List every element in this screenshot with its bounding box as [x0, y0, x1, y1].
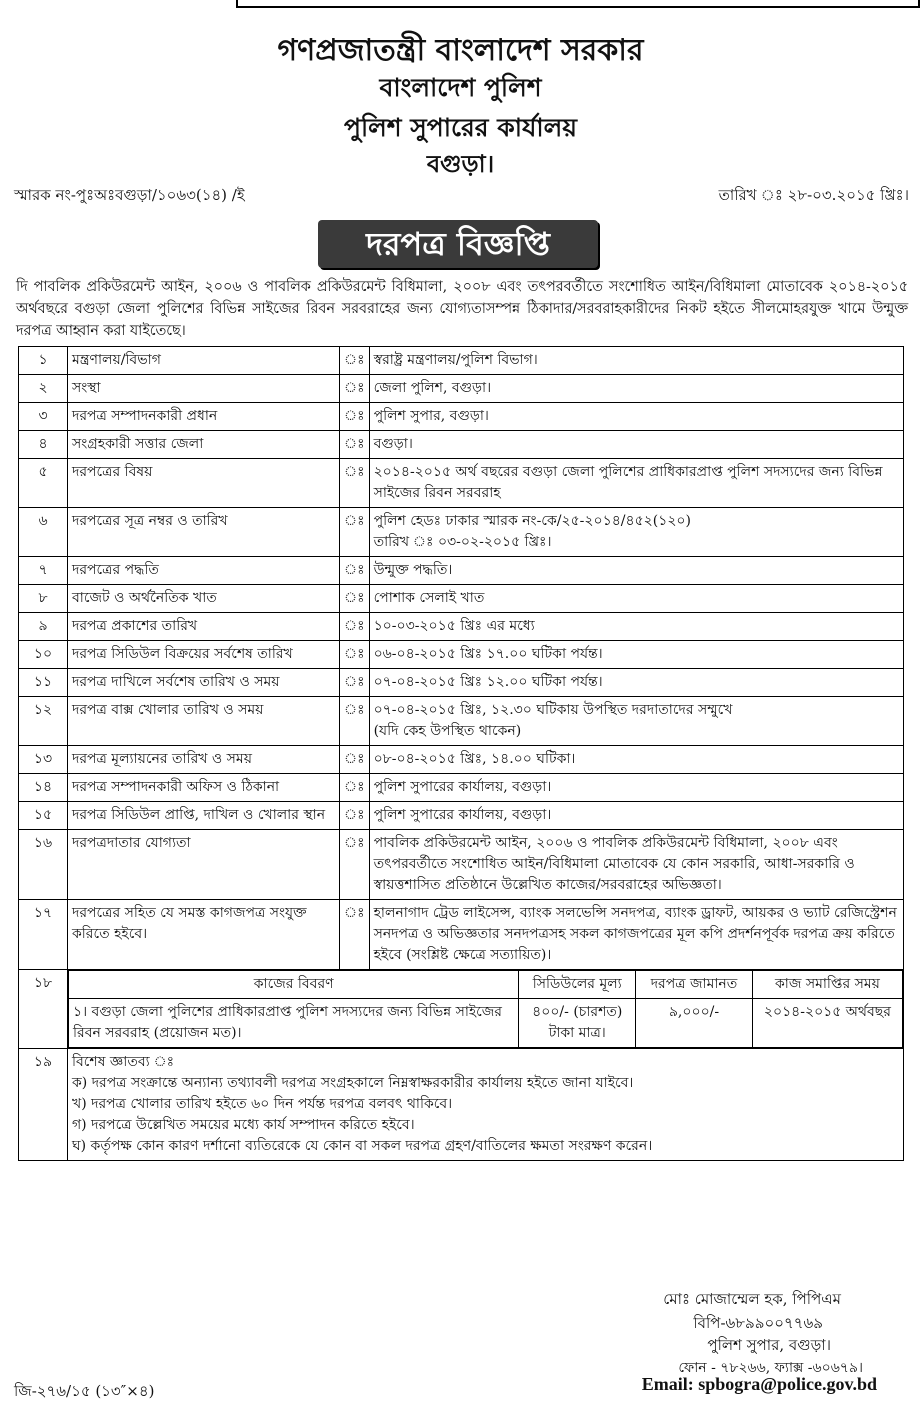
table-row — [19, 830, 904, 900]
row-value-cell — [369, 613, 903, 641]
row-value-cell — [369, 830, 903, 900]
row-label: দরপত্রদাতার যোগ্যতা — [68, 830, 340, 900]
row-serial: ১৬ — [19, 830, 68, 900]
work-description: ১। বগুড়া জেলা পুলিশের প্রাধিকারপ্রাপ্ত পুলিশ সদস্যদের জন্য বিভিন্ন সাইজের রিবন সরবরাহ (প্রয়োজন মত)। — [69, 999, 519, 1048]
row-value-cell — [369, 900, 903, 970]
govt-title: গণপ্রজাতন্ত্রী বাংলাদেশ সরকার — [277, 33, 644, 68]
work-header-cell: দরপত্র জামানত — [636, 971, 753, 999]
completion-time: ২০১৪-২০১৫ অর্থবছর — [752, 999, 902, 1048]
contact-email: Email: spbogra@police.gov.bd — [641, 1374, 877, 1394]
row-colon: ঃ — [340, 431, 370, 459]
table-row — [19, 669, 904, 697]
table-row — [19, 802, 904, 830]
table-row — [19, 375, 904, 403]
row-colon: ঃ — [340, 746, 370, 774]
row-value-cell — [369, 669, 903, 697]
row-value-cell — [369, 557, 903, 585]
row-colon: ঃ — [340, 508, 370, 557]
row-serial: ৪ — [19, 431, 68, 459]
table-row — [19, 431, 904, 459]
table-row — [19, 900, 904, 970]
row-colon: ঃ — [340, 459, 370, 508]
row-serial: ১৪ — [19, 774, 68, 802]
row-colon: ঃ — [340, 641, 370, 669]
contact-phone: ফোন - ৭৮২৬৬, ফ্যাক্স -৬০৬৭৯। — [678, 1360, 863, 1376]
row-colon: ঃ — [340, 403, 370, 431]
row-serial: ২ — [19, 375, 68, 403]
table-row — [19, 774, 904, 802]
office-title: পুলিশ সুপারের কার্যালয় — [344, 113, 577, 142]
table-row — [19, 459, 904, 508]
special-note: খ) দরপত্র খোলার তারিখ হইতে ৬০ দিন পর্যন্ত দরপত্র বলবৎ থাকিবে। — [72, 1096, 453, 1112]
row-colon: ঃ — [340, 375, 370, 403]
row-serial: ১৫ — [19, 802, 68, 830]
row-label: দরপত্র সিডিউল প্রাপ্তি, দাখিল ও খোলার স্থান — [68, 802, 340, 830]
row-serial: ১০ — [19, 641, 68, 669]
row-value-cell — [369, 403, 903, 431]
row-colon: ঃ — [340, 774, 370, 802]
location-title: বগুড়া। — [426, 149, 495, 178]
work-header-cell: কাজ সমাপ্তির সময় — [752, 971, 902, 999]
signatory-bp: বিপি-৬৮৯৯০০৭৭৬৯ — [693, 1314, 823, 1332]
intro-paragraph: দি পাবলিক প্রকিউরমেন্ট আইন, ২০০৬ ও পাবলিক প্রকিউরমেন্ট বিধিমালা, ২০০৮ এবং তৎপরবর্তীতে সংশোধিত আইন/বিধিমালা মোতাবেক ২০১৪-২০১৫ অর্থবছরে বগুড়া জেলা পুলিশের বিভিন্ন সাইজের রিবন সরবরাহের জন্য যোগ্যতাসম্পন্ন ঠিকাদার/সরবরাহকারীদের নিকট হইতে সীলমোহরযুক্ত খামে উন্মুক্ত দরপত্র আহ্বান করা যাইতেছে। — [16, 279, 908, 339]
tender-table — [18, 346, 904, 1161]
top-frame-border — [236, 0, 920, 8]
work-details-table — [68, 970, 903, 1048]
row-label: দরপত্রের সহিত যে সমস্ত কাগজপত্র সংযুক্ত করিতে হইবে। — [68, 900, 340, 970]
row-serial: ৬ — [19, 508, 68, 557]
row-serial: ৩ — [19, 403, 68, 431]
row-value-cell — [369, 641, 903, 669]
row-colon: ঃ — [340, 557, 370, 585]
table-row — [19, 508, 904, 557]
row-value-cell — [369, 431, 903, 459]
table-row — [19, 403, 904, 431]
row-value: পুলিশ হেডঃ ঢাকার স্মারক নং-কে/২৫-২০১৪/৪৫২(১২০) — [373, 513, 691, 529]
row-value: ২০১৪-২০১৫ অর্থ বছরের বগুড়া জেলা পুলিশের প্রাধিকারপ্রাপ্ত পুলিশ সদস্যদের জন্য বিভিন্ন সাইজের রিবন সরবরাহ — [373, 464, 883, 501]
work-header-cell: কাজের বিবরণ — [69, 971, 519, 999]
table-row — [19, 641, 904, 669]
row-value: পুলিশ সুপারের কার্যালয়, বগুড়া। — [373, 807, 552, 823]
row-label: মন্ত্রণালয়/বিভাগ — [68, 347, 340, 375]
row-value: বগুড়া। — [373, 436, 413, 452]
memo-number: স্মারক নং-পুঃঅঃবগুড়া/১০৬৩(১৪) /ই — [14, 186, 245, 204]
table-row-special-notes — [19, 1049, 904, 1161]
row-colon: ঃ — [340, 830, 370, 900]
row-serial: ১৭ — [19, 900, 68, 970]
row-value: হালনাগাদ ট্রেড লাইসেন্স, ব্যাংক সলভেন্সি সনদপত্র, ব্যাংক ড্রাফট, আয়কর ও ভ্যাট রেজিস্ট্রেশন সনদপত্র ও অভিজ্ঞতার সনদপত্রসহ সকল কাগজপত্রের মূল কপি প্রদর্শনপূর্বক দরপত্র ক্রয় করিতে হইবে (সংশ্লিষ্ট ক্ষেত্রে সত্যায়িত)। — [373, 905, 897, 963]
row-value: জেলা পুলিশ, বগুড়া। — [373, 380, 492, 396]
row-serial: ৫ — [19, 459, 68, 508]
row-serial: ১১ — [19, 669, 68, 697]
row-value-cell — [369, 746, 903, 774]
row-serial: ১২ — [19, 697, 68, 746]
table-row — [19, 697, 904, 746]
row-value-cell — [369, 802, 903, 830]
tender-security: ৯,০০০/- — [636, 999, 753, 1048]
work-details-header — [69, 971, 903, 999]
signatory-name: মোঃ মোজাম্মেল হক, পিপিএম — [663, 1290, 841, 1308]
row-colon: ঃ — [340, 669, 370, 697]
row-label: দরপত্র বাক্স খোলার তারিখ ও সময় — [68, 697, 340, 746]
row-label: দরপত্রের পদ্ধতি — [68, 557, 340, 585]
special-notes-cell — [68, 1049, 904, 1161]
row-value: উন্মুক্ত পদ্ধতি। — [373, 562, 453, 578]
advertisement-code: জি-২৭৬/১৫ (১৩″×৪) — [14, 1382, 155, 1400]
row-colon: ঃ — [340, 613, 370, 641]
notice-date: তারিখ ঃ ২৮-০৩.২০১৫ খ্রিঃ। — [718, 186, 909, 204]
special-notes-title: বিশেষ জ্ঞাতব্য ঃ — [72, 1054, 175, 1070]
signatory-designation: পুলিশ সুপার, বগুড়া। — [707, 1336, 831, 1354]
row-label: সংগ্রহকারী সত্তার জেলা — [68, 431, 340, 459]
row-value-cell — [369, 774, 903, 802]
row-colon: ঃ — [340, 802, 370, 830]
special-note: ক) দরপত্র সংক্রান্তে অন্যান্য তথ্যাবলী দরপত্র সংগ্রহকালে নিম্নস্বাক্ষরকারীর কার্যালয় হইতে জানা যাইবে। — [72, 1075, 634, 1091]
table-row — [19, 557, 904, 585]
work-details-row — [69, 999, 903, 1048]
row-value-cell — [369, 459, 903, 508]
row-colon: ঃ — [340, 585, 370, 613]
row-value-cell — [369, 585, 903, 613]
row-serial: ১৩ — [19, 746, 68, 774]
row-value-extra: তারিখ ঃ ০৩-০২-২০১৫ খ্রিঃ। — [373, 534, 552, 550]
row-value-cell — [369, 508, 903, 557]
table-row — [19, 613, 904, 641]
work-details-cell — [68, 970, 904, 1049]
schedule-price: ৪০০/- (চারশত) টাকা মাত্র। — [519, 999, 636, 1048]
row-value-cell — [369, 347, 903, 375]
row-value: ০৭-০৪-২০১৫ খ্রিঃ ১২.০০ ঘটিকা পর্যন্ত। — [373, 674, 603, 690]
row-colon: ঃ — [340, 697, 370, 746]
row-label: দরপত্র প্রকাশের তারিখ — [68, 613, 340, 641]
row-value-cell — [369, 375, 903, 403]
special-note: গ) দরপত্রে উল্লেখিত সময়ের মধ্যে কার্য সম্পাদন করিতে হইবে। — [72, 1117, 415, 1133]
work-header-cell: সিডিউলের মূল্য — [519, 971, 636, 999]
row-value: পুলিশ সুপার, বগুড়া। — [373, 408, 489, 424]
special-note: ঘ) কর্তৃপক্ষ কোন কারণ দর্শানো ব্যতিরেকে যে কোন বা সকল দরপত্র গ্রহণ/বাতিলের ক্ষমতা সংরক্ষণ করেন। — [72, 1138, 653, 1154]
row-serial: ৯ — [19, 613, 68, 641]
row-serial: ৮ — [19, 585, 68, 613]
row-label: দরপত্র সম্পাদনকারী প্রধান — [68, 403, 340, 431]
row-label: দরপত্র সিডিউল বিক্রয়ের সর্বশেষ তারিখ — [68, 641, 340, 669]
row-value: পুলিশ সুপারের কার্যালয়, বগুড়া। — [373, 779, 552, 795]
row-colon: ঃ — [340, 347, 370, 375]
row-label: সংস্থা — [68, 375, 340, 403]
table-row — [19, 347, 904, 375]
row-value: ০৭-০৪-২০১৫ খ্রিঃ, ১২.৩০ ঘটিকায় উপস্থিত দরদাতাদের সম্মুখে — [373, 702, 733, 718]
row-colon: ঃ — [340, 900, 370, 970]
notice-banner: দরপত্র বিজ্ঞপ্তি — [318, 220, 598, 268]
row-serial: ৭ — [19, 557, 68, 585]
row-value: স্বরাষ্ট্র মন্ত্রণালয়/পুলিশ বিভাগ। — [373, 352, 538, 368]
table-row-work-details — [19, 970, 904, 1049]
row-label: দরপত্রের সূত্র নম্বর ও তারিখ — [68, 508, 340, 557]
row-value-cell — [369, 697, 903, 746]
department-title: বাংলাদেশ পুলিশ — [379, 73, 542, 102]
row-label: দরপত্র সম্পাদনকারী অফিস ও ঠিকানা — [68, 774, 340, 802]
row-value: ০৮-০৪-২০১৫ খ্রিঃ, ১৪.০০ ঘটিকা। — [373, 751, 576, 767]
row-value: ০৬-০৪-২০১৫ খ্রিঃ ১৭.০০ ঘটিকা পর্যন্ত। — [373, 646, 603, 662]
row-value: পোশাক সেলাই খাত — [373, 590, 485, 606]
table-row — [19, 585, 904, 613]
row-value-extra: (যদি কেহ উপস্থিত থাকেন) — [373, 723, 522, 739]
row-value: ১০-০৩-২০১৫ খ্রিঃ এর মধ্যে — [373, 618, 535, 634]
row-label: দরপত্র দাখিলে সর্বশেষ তারিখ ও সময় — [68, 669, 340, 697]
table-row — [19, 746, 904, 774]
row-label: দরপত্র মূল্যায়নের তারিখ ও সময় — [68, 746, 340, 774]
row-serial: ১৯ — [19, 1049, 68, 1161]
row-serial: ১ — [19, 347, 68, 375]
row-label: দরপত্রের বিষয় — [68, 459, 340, 508]
row-serial: ১৮ — [19, 970, 68, 1049]
row-value: পাবলিক প্রকিউরমেন্ট আইন, ২০০৬ ও পাবলিক প্রকিউরমেন্ট বিধিমালা, ২০০৮ এবং তৎপরবর্তীতে সংশোধিত আইন/বিধিমালা মোতাবেক যে কোন সরকারি, আধা-সরকারি ও স্বায়ত্তশাসিত প্রতিষ্ঠানে উল্লেখিত কাজের/সরবরাহের অভিজ্ঞতা। — [373, 835, 855, 893]
row-label: বাজেট ও অর্থনৈতিক খাত — [68, 585, 340, 613]
